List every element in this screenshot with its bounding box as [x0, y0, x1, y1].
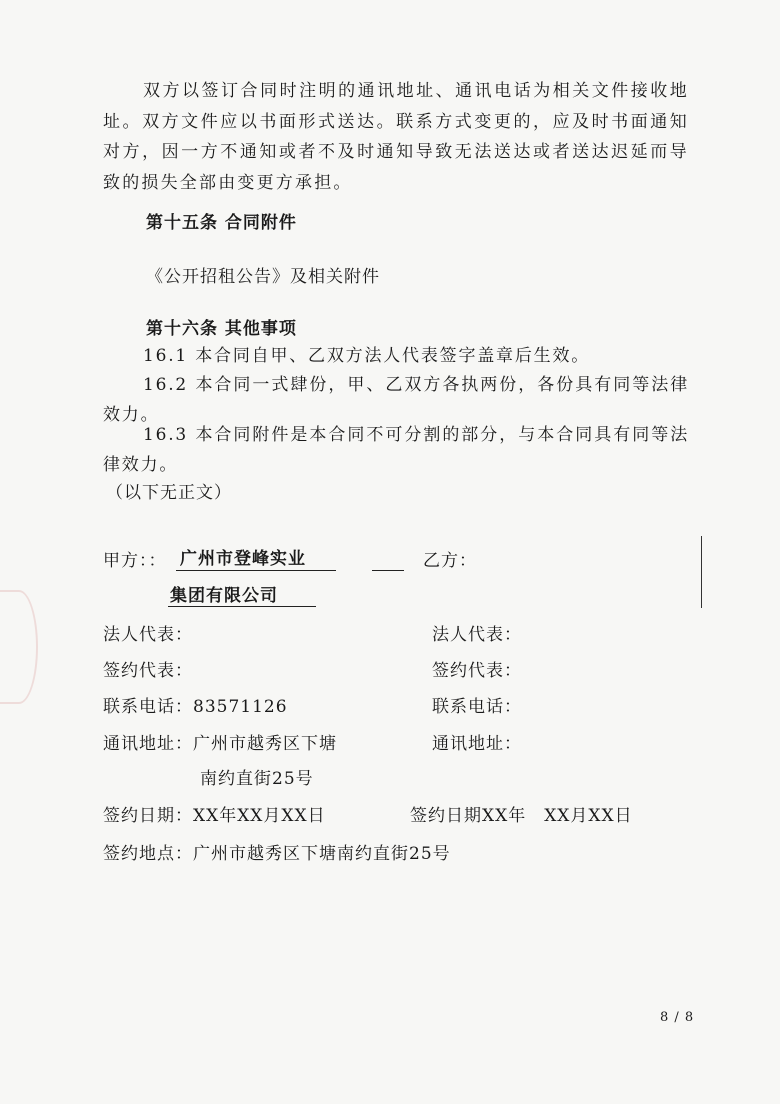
party-a-name-line2: 集团有限公司 [170, 586, 278, 606]
party-b-legal-rep: 法人代表： [432, 625, 522, 645]
page-number: 8 / 8 [660, 1010, 695, 1025]
party-a-date: 签约日期：XX年XX月XX日 [103, 806, 326, 826]
article16-item-2: 16.2 本合同一式肆份，甲、乙双方各执两份，各份具有同等法律效力。 [103, 375, 689, 425]
party-a-signing-rep: 签约代表： [103, 661, 193, 681]
blank-underline [372, 570, 404, 571]
intro-paragraph: 双方以签订合同时注明的通讯地址、通讯电话为相关文件接收地址。双方文件应以书面形式送达。联系方式变更的，应及时书面通知对方，因一方不通知或者不及时通知导致无法送达或者送达迟延而导致的损失全部由变更方承担。 [103, 81, 689, 193]
party-a-phone: 联系电话：83571126 [103, 697, 288, 717]
party-a-address-line1: 通讯地址：广州市越秀区下塘 [103, 734, 337, 754]
article15-body: 《公开招租公告》及相关附件 [146, 267, 380, 287]
article16-item-3: 16.3 本合同附件是本合同不可分割的部分，与本合同具有同等法律效力。 [103, 425, 689, 475]
party-b-phone: 联系电话： [432, 697, 522, 717]
signing-place: 签约地点：广州市越秀区下塘南约直街25号 [103, 844, 451, 864]
party-a-label: 甲方：： [103, 551, 167, 571]
article15-heading: 第十五条 合同附件 [146, 213, 297, 233]
party-a-name-line1: 广州市登峰实业 [180, 549, 306, 569]
party-b-date: 签约日期XX年 XX月XX日 [410, 806, 633, 826]
party-a-legal-rep: 法人代表： [103, 625, 193, 645]
party-a-name-underline-1 [176, 570, 336, 571]
party-b-signing-rep: 签约代表： [432, 661, 522, 681]
party-a-address-line2: 南约直街25号 [200, 769, 314, 789]
seal-trace [0, 590, 38, 704]
article16-item-1: 16.1 本合同自甲、乙双方法人代表签字盖章后生效。 [143, 346, 591, 366]
party-a-name-underline-2 [168, 606, 316, 607]
party-b-address: 通讯地址： [432, 734, 522, 754]
end-note: （以下无正文） [106, 483, 232, 503]
article16-heading: 第十六条 其他事项 [146, 319, 297, 339]
margin-line [701, 536, 702, 608]
party-b-label: 乙方： [423, 551, 477, 571]
